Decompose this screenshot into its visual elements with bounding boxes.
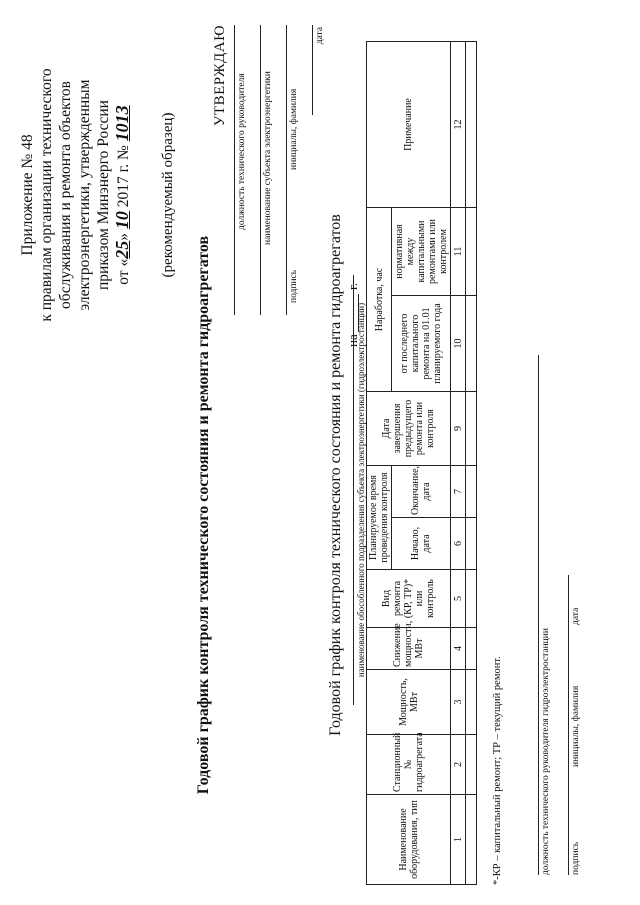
header-cell: Примечание — [367, 41, 451, 207]
header-cell: от последнего капитального ремонта на 01.01 планируемого года — [392, 296, 451, 392]
entity-label: наименование субъекта электроэнергетики — [263, 71, 273, 245]
column-number: 1 — [451, 795, 466, 885]
year-line — [358, 294, 359, 332]
signature-line — [286, 25, 287, 315]
header-cell: Окончание, дата — [392, 466, 451, 518]
appendix-title: Приложение № 48 — [19, 134, 36, 256]
table-cell[interactable] — [466, 628, 477, 670]
table-cell[interactable] — [466, 296, 477, 392]
header-cell: Мощность, МВт — [367, 670, 451, 735]
column-number: 9 — [451, 392, 466, 466]
main-title: Годовой график контроля технического состояния и ремонта гидроагрегатов — [195, 235, 212, 795]
appendix-line: обслуживания и ремонта объектов — [57, 81, 74, 309]
position-label: должность технического руководителя — [237, 73, 247, 230]
table-cell[interactable] — [466, 207, 477, 295]
table-cell[interactable] — [466, 466, 477, 518]
column-number: 3 — [451, 670, 466, 735]
order-number: 1013 — [112, 105, 132, 142]
signature-line — [312, 25, 313, 115]
header-cell: Станционный № гидроагрегата — [367, 735, 451, 795]
column-number: 11 — [451, 207, 466, 295]
approval-heading: УТВЕРЖДАЮ — [212, 25, 228, 127]
column-number: 6 — [451, 518, 466, 570]
year-suffix: г. — [345, 282, 360, 290]
table-cell[interactable] — [466, 41, 477, 207]
header-cell: нормативная между капитальными ремонтами или контролем — [392, 207, 451, 295]
footnote: *-КР – капитальный ремонт; ТР – текущий ремонт. — [492, 656, 503, 885]
signature-line — [234, 25, 235, 315]
header-cell: Дата завершения предыдущего ремонта или контроля — [367, 392, 451, 466]
header-cell: Снижение мощности, МВт — [367, 628, 451, 670]
bottom-position-label: должность технического руководителя гидроэлектростанции — [541, 628, 551, 875]
table-title: Годовой график контроля технического состояния и ремонта гидроагрегатов — [327, 214, 344, 736]
column-number: 12 — [451, 41, 466, 207]
table-row — [466, 41, 477, 884]
bottom-signature-label: подпись — [571, 841, 581, 875]
header-cell: Наработка, час — [367, 207, 392, 391]
bottom-date-label: дата — [571, 607, 581, 625]
order-day: 25 — [112, 240, 132, 259]
column-number-row — [451, 41, 466, 884]
approval-block — [212, 25, 332, 315]
subdivision-label: наименование обособленного подразделения субъекта электроэнергетики (гидроэлектростанции) — [356, 302, 366, 678]
sample-note: (рекомендуемый образец) — [160, 112, 176, 278]
table-cell[interactable] — [466, 670, 477, 735]
column-number: 10 — [451, 296, 466, 392]
table-cell[interactable] — [466, 392, 477, 466]
table-cell[interactable] — [466, 518, 477, 570]
table-cell[interactable] — [466, 570, 477, 628]
bottom-initials-label: инициалы, фамилия — [571, 685, 581, 767]
appendix-line: к правилам организации технического — [38, 68, 55, 322]
column-number: 7 — [451, 466, 466, 518]
date-label: дата — [315, 27, 325, 45]
appendix-block — [18, 25, 133, 365]
signature-line — [538, 355, 539, 875]
schedule-table — [366, 41, 477, 885]
initials-label: инициалы, фамилия — [289, 88, 299, 170]
signature-label: подпись — [289, 269, 299, 303]
table-cell[interactable] — [466, 795, 477, 885]
order-date-line: от «25» 10 2017 г. № 1013 — [112, 105, 132, 285]
header-cell: Планируемое время проведения контроля — [367, 466, 392, 570]
table-header-row — [367, 41, 392, 884]
order-month: 10 — [112, 211, 132, 230]
column-number: 5 — [451, 570, 466, 628]
header-cell: Наименование оборудования, тип — [367, 795, 451, 885]
appendix-line: приказом Минэнерго России — [95, 100, 112, 290]
year-prefix: на — [345, 334, 360, 347]
column-number: 4 — [451, 628, 466, 670]
header-cell: Начало, дата — [392, 518, 451, 570]
table-cell[interactable] — [466, 735, 477, 795]
header-cell: Вид ремонта (КР, ТР)* или контроль — [367, 570, 451, 628]
appendix-line: электроэнергетики, утвержденным — [76, 79, 93, 311]
column-number: 2 — [451, 735, 466, 795]
signature-line — [260, 25, 261, 315]
signature-line — [568, 575, 569, 875]
